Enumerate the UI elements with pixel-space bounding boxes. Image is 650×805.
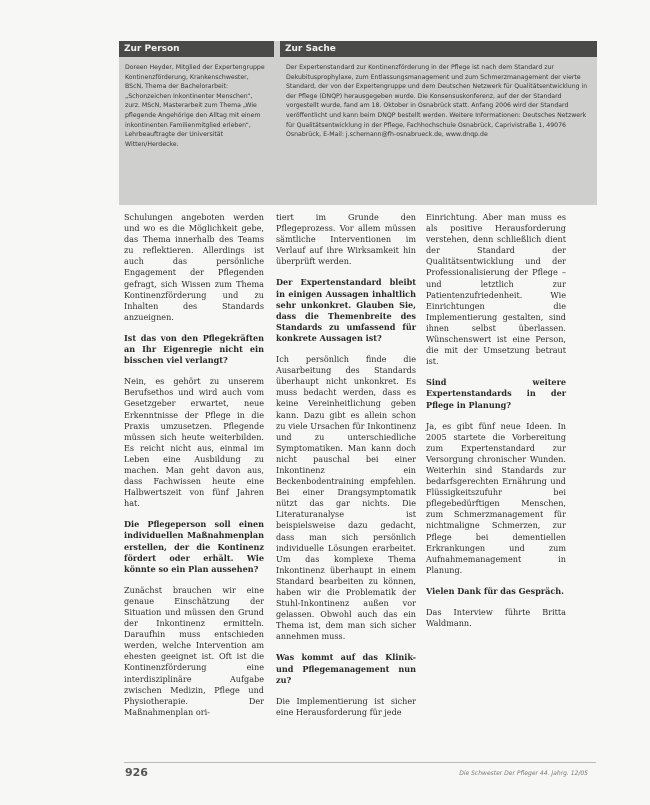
person-box-body: Doreen Heyder, Mitglied der Expertengruppe Kontinenzförderung, Krankenschwester, BScN, Thema der Bachelorarbeit: „Schonzeichen Inkontinenter Menschen“, zurz. MScN, Masterarbeit zum Thema „Wie pflegende Angehörige den Alltag mit einem inkontinenten Familienmitglied erleben“, Lehrbeauftragte der Universität Witten/Herdecke. <box>125 64 265 148</box>
interview-answer: Nein, es gehört zu unserem Berufsethos und wird auch vom Gesetzgeber erwartet, neue Erkenntnisse der Pflege in die Praxis umzusetzen. Pflegende müssen sich heute weiterbilden. Es reicht nicht aus, einmal im Leben eine Ausbildung zu machen. Man geht davon aus, dass Fachwissen heute eine Halbwertszeit von fünf Jahren hat. <box>124 376 264 509</box>
topic-box-heading: Zur Sache <box>280 41 597 57</box>
page-number: 926 <box>125 766 148 779</box>
publication-source: Die Schwester Der Pfleger 44. Jahrg. 12/05 <box>459 770 588 777</box>
text-column-1 <box>124 212 264 728</box>
topic-box-body: Der Expertenstandard zur Kontinenzförderung in der Pflege ist nach dem Standard zur Dekubitusprophylaxe, zum Entlassungsmanagement und zum Schmerzmanagement der vierte Standard, der von der Expertengruppe und dem Deutschen Netzwerk für Qualitätsentwicklung in der Pflege (DNQP) herausgegeben wurde. Die Konsensuskonferenz, auf der der Standard vorgestellt wurde, fand am 18. Oktober in Osnabrück statt. Anfang 2006 wird der Standard veröffentlicht und kann beim DNQP bestellt werden. Weitere Informationen: Deutsches Netzwerk für Qualitätsentwicklung in der Pflege, Fachhochschule Osnabrück, Caprivistraße 1, 49076 Osnabrück, E-Mail: j.schemann@fh-osnabrueck.de, www.dnqp.de <box>286 64 588 139</box>
person-box-heading: Zur Person <box>119 41 274 57</box>
interview-answer: Schulungen angeboten werden und wo es die Möglichkeit gebe, das Thema innerhalb des Teams zu reflektieren. Allerdings ist auch das persönliche Engagement der Pflegenden gefragt, sich Wissen zum Thema Kontinenzförderung und zu Inhalten des Standards anzueignen. <box>124 212 264 322</box>
interview-question: Ist das von den Pflegekräften an Ihr Eigenregie nicht ein bisschen viel verlangt? <box>124 332 264 366</box>
interview-answer: Zunächst brauchen wir eine genaue Einschätzung der Situation und müssen den Grund der Inkontinenz ermitteln. Daraufhin muss entschieden werden, welche Intervention am ehesten geeignet ist. Oft ist die Kontinenzförderung eine interdisziplinäre Aufgabe zwischen Medizin, Pflege und Physiotherapie. Der Maßnahmenplan ori- <box>124 584 264 717</box>
interview-question: Der Expertenstandard bleibt in einigen Aussagen inhaltlich sehr unkonkret. Glauben Sie, dass die Themenbreite des Standards zu umfassend für konkrete Aussagen ist? <box>276 277 416 343</box>
interview-question: Sind weitere Expertenstandards in der Pflege in Planung? <box>426 377 566 410</box>
interview-answer: Einrichtung. Aber man muss es als positive Herausforderung verstehen, denn schließlich dient der Standard der Qualitätsentwicklung und der Professionalisierung der Pflege – und letztlich zur Patientenzufriedenheit. Wie Einrichtungen die Implementierung gestalten, sind ihnen selbst überlassen. Wünschenswert ist eine Person, die mit der Umsetzung betraut ist. <box>426 212 566 367</box>
interview-answer: Ich persönlich finde die Ausarbeitung des Standards überhaupt nicht unkonkret. Es muss bedacht werden, dass es keine Vereinheitlichung geben kann. Dazu gibt es allein schon zu viele Ursachen für Inkontinenz und zu unterschiedliche Symptomatiken. Man kann doch nicht pauschal bei einer Inkontinenz ein Beckenbodentraining empfehlen. Bei einer Drangsymptomatik nützt das gar nichts. Die Literaturanalyse ist beispielsweise dazu gedacht, dass man sich persönlich individuelle Lösungen erarbeitet. Um das komplexe Thema Inkontinenz überhaupt in einem Standard bearbeiten zu können, haben wir die Problematik der Stuhl-Inkontinenz außen vor gelassen. Obwohl auch das ein Thema ist, dem man sich sicher annehmen muss. <box>276 354 416 642</box>
text-column-2 <box>276 212 416 728</box>
person-box <box>119 41 274 205</box>
info-boxes <box>119 41 597 205</box>
interview-question: Was kommt auf das Klinik- und Pflegemanagement nun zu? <box>276 652 416 685</box>
interview-question: Vielen Dank für das Gespräch. <box>426 585 565 596</box>
topic-box <box>280 41 597 205</box>
text-column-3 <box>426 212 566 639</box>
interview-answer: tiert im Grunde den Pflegeprozess. Vor allem müssen sämtliche Interventionen im Verlauf auf ihre Wirksamkeit hin überprüft werden. <box>276 212 416 267</box>
interview-answer: Das Interview führte Britta Waldmann. <box>426 607 566 629</box>
footer-divider <box>124 762 596 763</box>
interview-answer: Die Implementierung ist sicher eine Herausforderung für jede <box>276 695 416 717</box>
interview-answer: Ja, es gibt fünf neue Ideen. In 2005 startete die Vorbereitung zum Expertenstandard zur Versorgung chronischer Wunden. Weiterhin sind Standards zur bedarfsgerechten Ernährung und Flüssigkeitszufuhr bei pflegebedürftigen Menschen, zum Schmerzmanagement für nichtmaligne Schmerzen, zur Pflege bei dementiellen Erkrankungen und zum Aufnahmemanagement in Planung. <box>426 420 566 575</box>
interview-question: Die Pflegeperson soll einen individuellen Maßnahmenplan erstellen, der die Kontinenz fördert oder erhält. Wie könnte so ein Plan aussehen? <box>124 519 264 574</box>
